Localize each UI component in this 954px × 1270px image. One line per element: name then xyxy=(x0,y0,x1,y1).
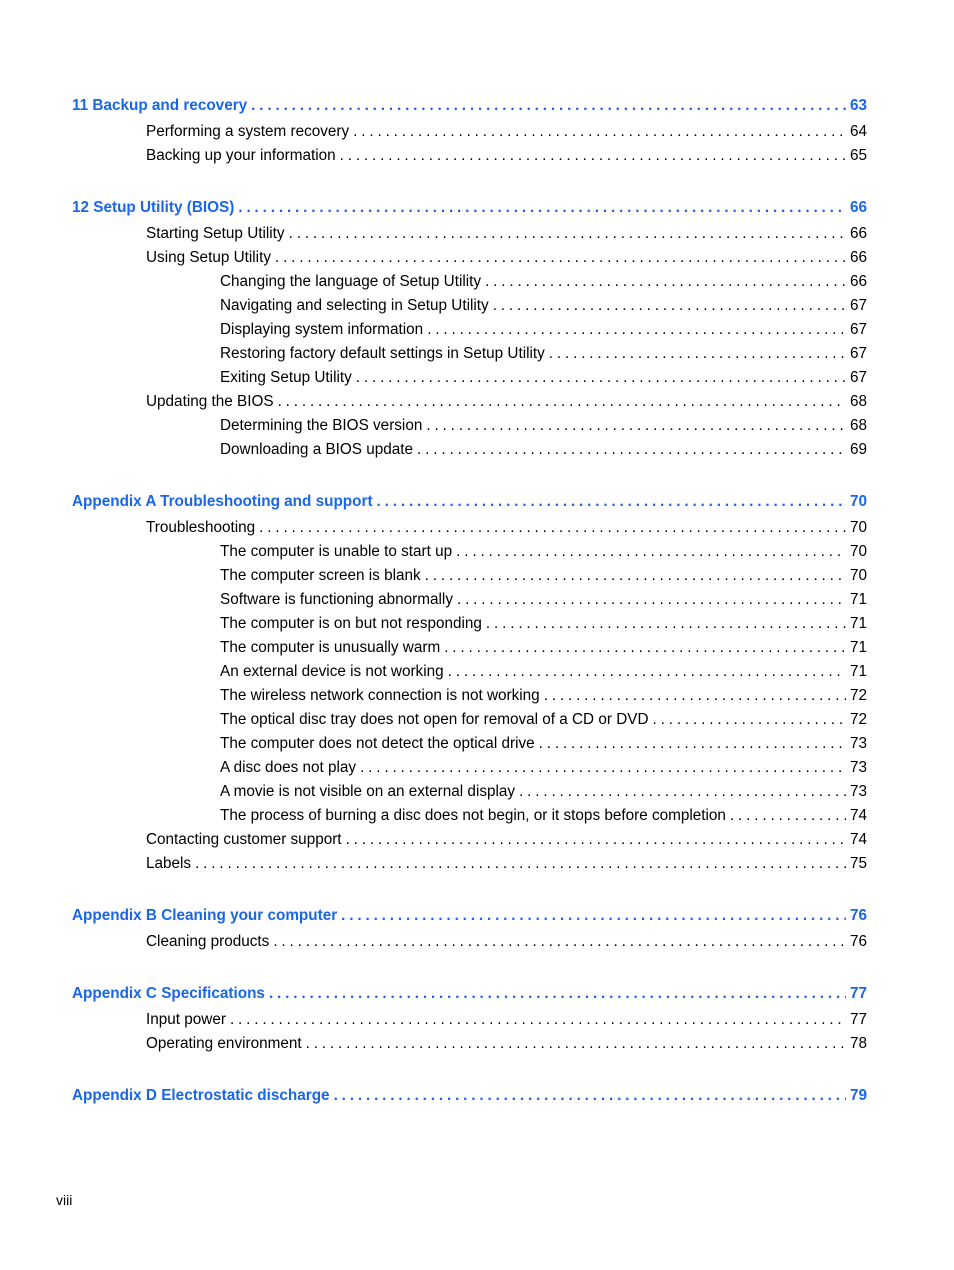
toc-entry[interactable]: Labels . . . 75 xyxy=(72,852,867,876)
chapter-link[interactable]: Appendix A Troubleshooting and support . . . 70 xyxy=(72,490,867,514)
toc-entry[interactable]: Cleaning products . . . 76 xyxy=(72,930,867,954)
toc-section xyxy=(72,94,867,168)
table-of-contents xyxy=(72,94,867,1136)
toc-entry[interactable]: The computer screen is blank . . . 70 xyxy=(72,564,867,588)
toc-entry[interactable]: Updating the BIOS . . . 68 xyxy=(72,390,867,414)
toc-entry[interactable]: The optical disc tray does not open for removal of a CD or DVD . . . 72 xyxy=(72,708,867,732)
chapter-link[interactable]: 11 Backup and recovery . . . 63 xyxy=(72,94,867,118)
toc-entry[interactable]: Determining the BIOS version . . . 68 xyxy=(72,414,867,438)
toc-entry[interactable]: Operating environment . . . 78 xyxy=(72,1032,867,1056)
chapter-link[interactable]: Appendix D Electrostatic discharge . . . 79 xyxy=(72,1084,867,1108)
chapter-link[interactable]: Appendix B Cleaning your computer . . . 76 xyxy=(72,904,867,928)
chapter-link[interactable]: 12 Setup Utility (BIOS) . . . 66 xyxy=(72,196,867,220)
toc-entry[interactable]: Exiting Setup Utility . . . 67 xyxy=(72,366,867,390)
toc-entry[interactable]: Contacting customer support . . . 74 xyxy=(72,828,867,852)
toc-entry[interactable]: Changing the language of Setup Utility . . . 66 xyxy=(72,270,867,294)
toc-entry[interactable]: A disc does not play . . . 73 xyxy=(72,756,867,780)
chapter-link[interactable]: Appendix C Specifications . . . 77 xyxy=(72,982,867,1006)
toc-entry[interactable]: Restoring factory default settings in Setup Utility . . . 67 xyxy=(72,342,867,366)
toc-section xyxy=(72,904,867,954)
toc-entry[interactable]: A movie is not visible on an external display . . . 73 xyxy=(72,780,867,804)
toc-entry[interactable]: The computer does not detect the optical drive . . . 73 xyxy=(72,732,867,756)
toc-entry[interactable]: Downloading a BIOS update . . . 69 xyxy=(72,438,867,462)
toc-entry[interactable]: Using Setup Utility . . . 66 xyxy=(72,246,867,270)
page-number: viii xyxy=(56,1192,73,1208)
toc-section xyxy=(72,490,867,876)
toc-entry[interactable]: Starting Setup Utility . . . 66 xyxy=(72,222,867,246)
toc-entry[interactable]: The computer is on but not responding . . . 71 xyxy=(72,612,867,636)
toc-section xyxy=(72,196,867,462)
toc-entry[interactable]: Software is functioning abnormally . . . 71 xyxy=(72,588,867,612)
toc-section xyxy=(72,1084,867,1108)
toc-entry[interactable]: Performing a system recovery . . . 64 xyxy=(72,120,867,144)
toc-entry[interactable]: Input power . . . 77 xyxy=(72,1008,867,1032)
toc-entry[interactable]: Troubleshooting . . . 70 xyxy=(72,516,867,540)
toc-entry[interactable]: The computer is unusually warm . . . 71 xyxy=(72,636,867,660)
toc-entry[interactable]: An external device is not working . . . 71 xyxy=(72,660,867,684)
toc-entry[interactable]: The process of burning a disc does not begin, or it stops before completion . . . 74 xyxy=(72,804,867,828)
toc-entry[interactable]: Backing up your information . . . 65 xyxy=(72,144,867,168)
toc-entry[interactable]: Navigating and selecting in Setup Utility . . . 67 xyxy=(72,294,867,318)
toc-entry[interactable]: Displaying system information . . . 67 xyxy=(72,318,867,342)
toc-entry[interactable]: The computer is unable to start up . . . 70 xyxy=(72,540,867,564)
toc-entry[interactable]: The wireless network connection is not working . . . 72 xyxy=(72,684,867,708)
toc-section xyxy=(72,982,867,1056)
